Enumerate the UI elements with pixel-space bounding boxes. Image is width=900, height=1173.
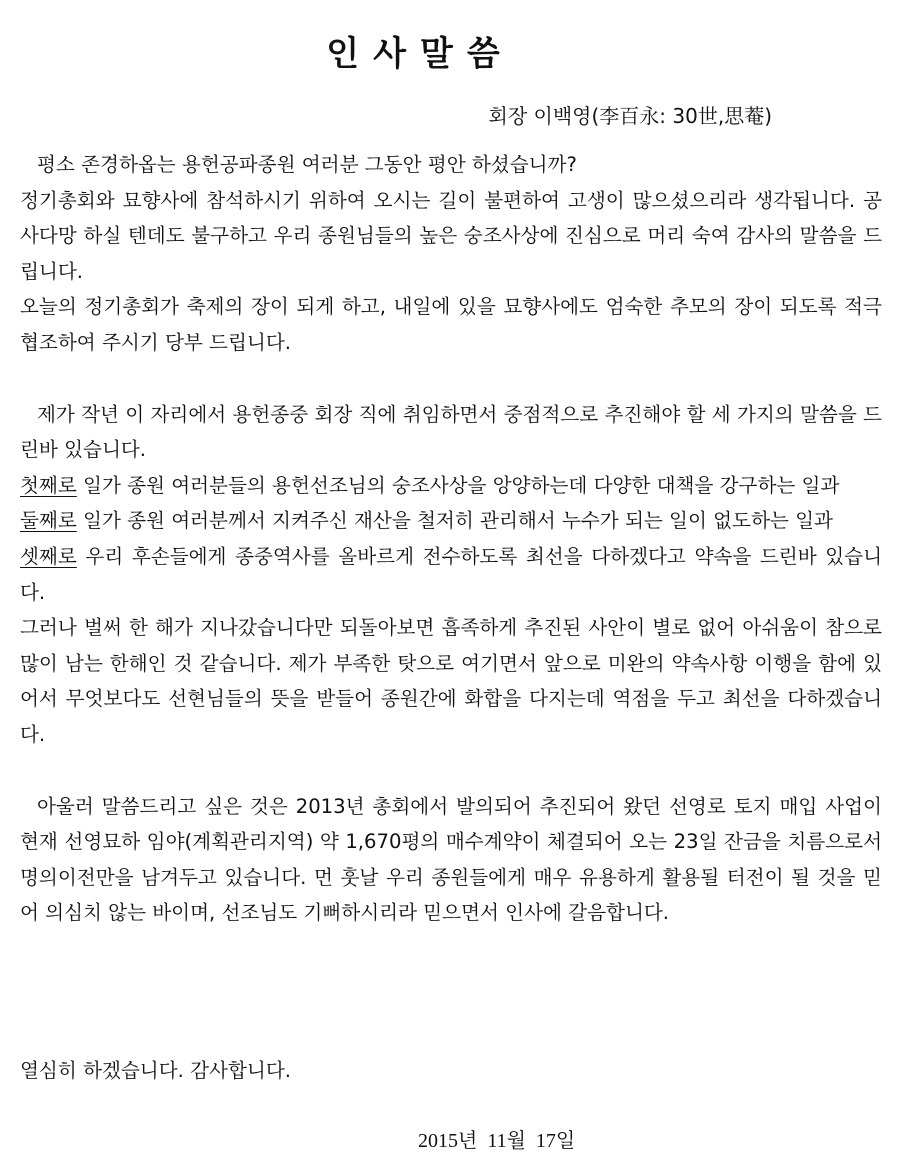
list-item xyxy=(20,468,882,504)
paragraph-gap xyxy=(20,361,882,397)
list-item-label: 첫째로 xyxy=(20,473,77,497)
list-item-text: 우리 후손들에게 종중역사를 올바르게 전수하도록 최선을 다하겠다고 약속을 드린바 있습니다. xyxy=(20,544,882,604)
body-paragraph: 그러나 벌써 한 해가 지나갔습니다만 되돌아보면 흡족하게 추진된 사안이 별로 없어 아쉬움이 참으로 많이 남는 한해인 것 같습니다. 제가 부족한 탓으로 여기면서 앞으로 미완의 약속사항 이행을 함에 있어서 무엇보다도 선현님들의 뜻을 받들어 종원간에 화합을 다지는데 역점을 두고 최선을 다하겠습니다. xyxy=(20,616,882,746)
closing-line: 열심히 하겠습니다. 감사합니다. xyxy=(20,1059,291,1082)
page-title: 인사말씀 xyxy=(326,34,514,74)
author-line: 회장 이백영(李百永: 30世,思菴) xyxy=(488,104,772,128)
body-paragraph: 아울러 말씀드리고 싶은 것은 2013년 총회에서 발의되어 추진되어 왔던 선영로 토지 매입 사업이 현재 선영묘하 임야(계획관리지역) 약 1,670평의 매수계약이 체결되어 오는 23일 잔금을 치름으로서 명의이전만을 남겨두고 있습니다. 먼 훗날 우리 종원들에게 매우 유용하게 활용될 터전이 될 것을 믿어 의심치 않는 바이며, 선조님도 기뻐하시리라 믿으면서 인사에 갈음합니다. xyxy=(20,794,882,925)
list-item-label: 셋째로 xyxy=(20,544,77,568)
list-item xyxy=(20,539,882,610)
list-item-text: 일가 종원 여러분들의 용헌선조님의 숭조사상을 앙양하는데 다양한 대책을 강구하는 일과 xyxy=(76,473,840,497)
list-item-label: 둘째로 xyxy=(20,509,77,533)
list-item xyxy=(20,503,882,539)
letter-body xyxy=(20,147,882,931)
body-paragraph: 정기총회와 묘향사에 참석하시기 위하여 오시는 길이 불편하여 고생이 많으셨으리라 생각됩니다. 공사다망 하실 텐데도 불구하고 우리 종원님들의 높은 숭조사상에 진심으로 머리 숙여 감사의 말씀을 드립니다. xyxy=(20,188,882,283)
body-paragraph: 제가 작년 이 자리에서 용헌종중 회장 직에 취임하면서 중점적으로 추진해야 할 세 가지의 말씀을 드린바 있습니다. xyxy=(20,402,882,462)
body-paragraph: 오늘의 정기총회가 축제의 장이 되게 하고, 내일에 있을 묘향사에도 엄숙한 추모의 장이 되도록 적극 협조하여 주시기 당부 드립니다. xyxy=(20,295,882,354)
date-line: 2015년 11월 17일 xyxy=(418,1130,576,1152)
list-item-text: 일가 종원 여러분께서 지켜주신 재산을 철저히 관리해서 누수가 되는 일이 없도하는 일과 xyxy=(76,509,833,533)
greeting-paragraph: 평소 존경하옵는 용헌공파종원 여러분 그동안 평안 하셨습니까? xyxy=(37,153,577,176)
paragraph-gap xyxy=(20,753,882,789)
